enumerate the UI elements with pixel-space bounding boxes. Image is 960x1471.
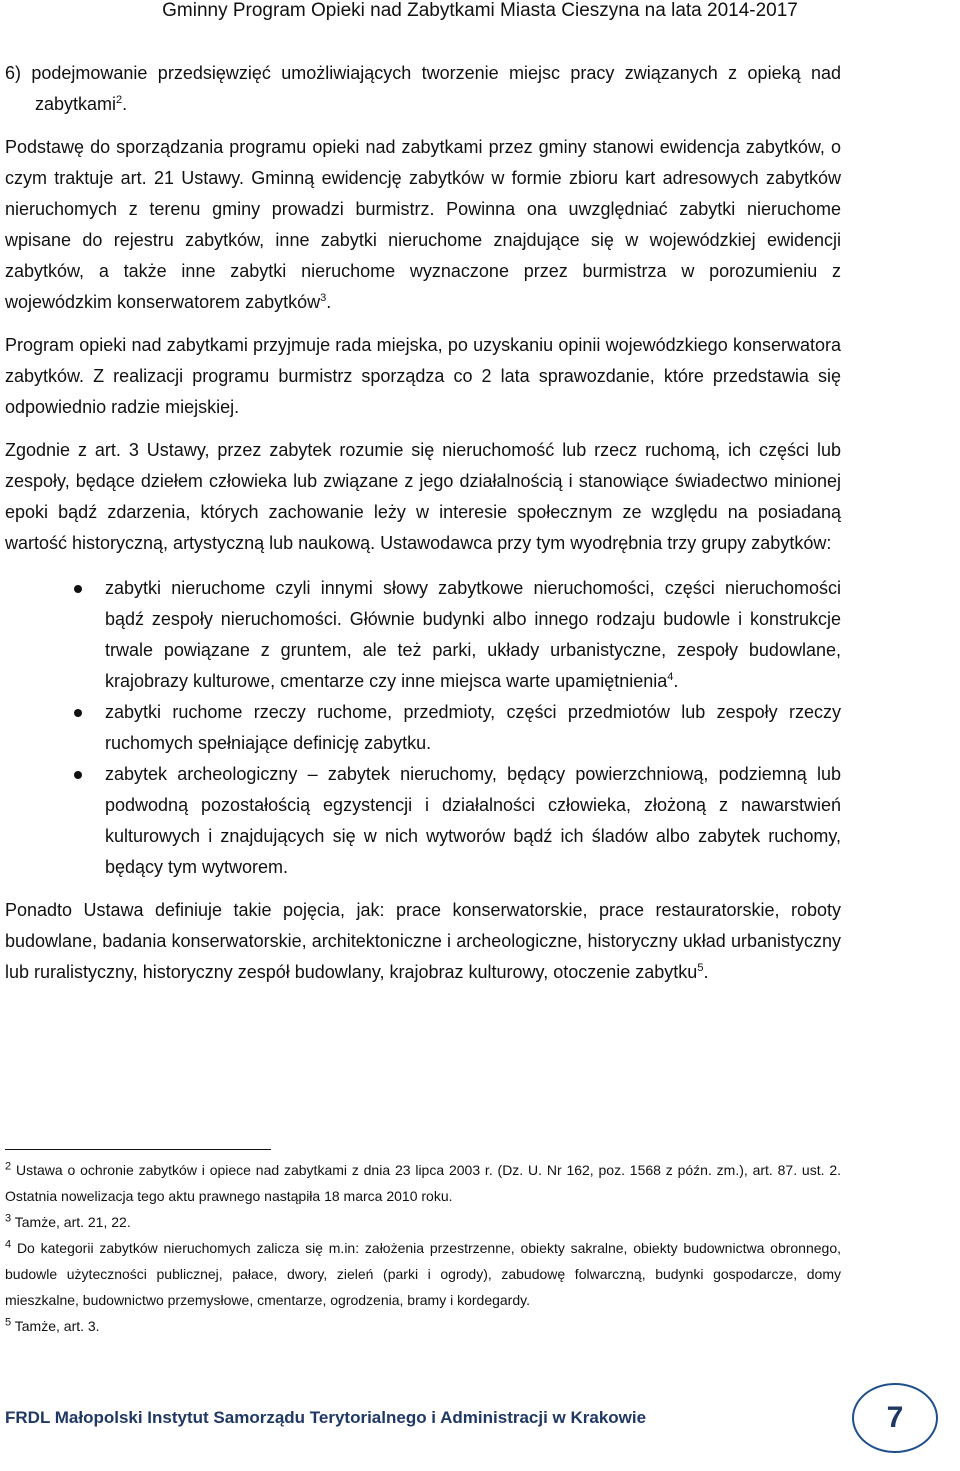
item6-text: 6) podejmowanie przedsięwzięć umożliwiających tworzenie miejsc pracy związanych z opieką nad zabytkami [5, 63, 841, 114]
bullet1-end: . [673, 671, 679, 691]
bullet-icon [74, 709, 82, 717]
page-header: Gminny Program Opieki nad Zabytkami Miasta Cieszyna na lata 2014-2017 [162, 0, 798, 21]
footnote-ref-4[interactable]: 4 [667, 671, 674, 683]
list-item-6 [5, 58, 841, 120]
bullet2-text: zabytki ruchome rzeczy ruchome, przedmioty, części przedmiotów lub zespoły rzeczy ruchomych spełniające definicję zabytku. [105, 702, 841, 753]
footnotes [5, 1157, 841, 1339]
page-number: 7 [852, 1383, 938, 1453]
footnote-ref-5[interactable]: 5 [697, 962, 704, 974]
bullet-icon [74, 585, 82, 593]
footnote-text: Ustawa o ochronie zabytków i opiece nad zabytkami z dnia 23 lipca 2003 r. (Dz. U. Nr 162, poz. 1568 z późn. zm.), art. 87. ust. 2. Ostatnia nowelizacja tego aktu prawnego nastąpiła 18 marca 2010 roku. [5, 1162, 842, 1204]
bullet-list [5, 573, 841, 883]
footnote-separator [5, 1149, 271, 1150]
footnote-5 [5, 1313, 841, 1339]
bullet-item-nieruchome [5, 573, 841, 697]
footnote-2 [5, 1157, 841, 1209]
footnote-number: 5 [5, 1316, 12, 1329]
footnote-text: Tamże, art. 21, 22. [14, 1214, 131, 1230]
footnote-number: 2 [5, 1160, 12, 1173]
item6-end: . [122, 94, 128, 114]
paragraph-ewidencja [5, 132, 841, 318]
paragraph-definicja: Zgodnie z art. 3 Ustawy, przez zabytek rozumie się nieruchomość lub rzecz ruchomą, ich części lub zespoły, będące dziełem człowieka lub związane z jego działalnością i stanowiące świadectwo minionej epoki bądź zdarzenia, których zachowanie leży w interesie społecznym ze względu na posiadaną wartość historyczną, artystyczną lub naukową. Ustawodawca przy tym wyodrębnia trzy grupy zabytków: [5, 440, 841, 553]
footnote-text: Tamże, art. 3. [14, 1318, 100, 1334]
footnote-ref-3[interactable]: 3 [320, 292, 327, 304]
footnote-number: 4 [5, 1238, 12, 1251]
bullet1-text: zabytki nieruchome czyli innymi słowy zabytkowe nieruchomości, części nieruchomości bądź zespoły nieruchomości. Głównie budynki albo innego rodzaju budowle i konstrukcje trwale powiązane z gruntem, ale też parki, układy urbanistyczne, zespoły budowlane, krajobrazy kulturowe, cmentarze czy inne miejsca warte upamiętnienia [105, 578, 841, 691]
paragraph-program: Program opieki nad zabytkami przyjmuje rada miejska, po uzyskaniu opinii wojewódzkiego konserwatora zabytków. Z realizacji programu burmistrz sporządza co 2 lata sprawozdanie, które przedstawia się odpowiednio radzie miejskiej. [5, 335, 841, 417]
para1-end: . [326, 292, 332, 312]
bullet-item-ruchome [5, 697, 841, 759]
paragraph-pojecia [5, 895, 841, 988]
bullet-item-archeologiczny [5, 759, 841, 883]
main-content [5, 58, 841, 988]
bullet-icon [74, 771, 82, 779]
para1-text: Podstawę do sporządzania programu opieki nad zabytkami przez gminy stanowi ewidencja zabytków, o czym traktuje art. 21 Ustawy. Gminną ewidencję zabytków w formie zbioru kart adresowych zabytków nieruchomych z terenu gminy prowadzi burmistrz. Powinna ona uwzględniać zabytki nieruchome wpisane do rejestru zabytków, inne zabytki nieruchome znajdujące się w wojewódzkiej ewidencji zabytków, a także inne zabytki nieruchome wyznaczone przez burmistrza w porozumieniu z wojewódzkim konserwatorem zabytków [5, 137, 841, 312]
page-footer: FRDL Małopolski Instytut Samorządu Terytorialnego i Administracji w Krakowie [5, 1408, 647, 1427]
para4-text: Ponadto Ustawa definiuje takie pojęcia, jak: prace konserwatorskie, prace restauratorskie, roboty budowlane, badania konserwatorskie, architektoniczne i archeologiczne, historyczny układ urbanistyczny lub ruralistyczny, historyczny zespół budowlany, krajobraz kulturowy, otoczenie zabytku [5, 900, 841, 982]
footnote-ref-2[interactable]: 2 [116, 94, 123, 106]
footnote-4 [5, 1235, 841, 1313]
para4-end: . [703, 962, 709, 982]
footnote-text: Do kategorii zabytków nieruchomych zalicza się m.in: założenia przestrzenne, obiekty sakralne, obiekty budownictwa obronnego, budowle użyteczności publicznej, pałace, dwory, zieleń (parki i ogrody), zabudowę folwarczną, budynki gospodarcze, domy mieszkalne, budownictwo przemysłowe, cmentarze, ogrodzenia, bramy i kordegardy. [5, 1240, 841, 1308]
bullet3-text: zabytek archeologiczny – zabytek nieruchomy, będący powierzchniową, podziemną lub podwodną pozostałością egzystencji i działalności człowieka, złożoną z nawarstwień kulturowych i znajdujących się w nich wytworów bądź ich śladów albo zabytek ruchomy, będący tym wytworem. [105, 764, 841, 877]
footnote-3 [5, 1209, 841, 1235]
footnote-number: 3 [5, 1212, 12, 1225]
